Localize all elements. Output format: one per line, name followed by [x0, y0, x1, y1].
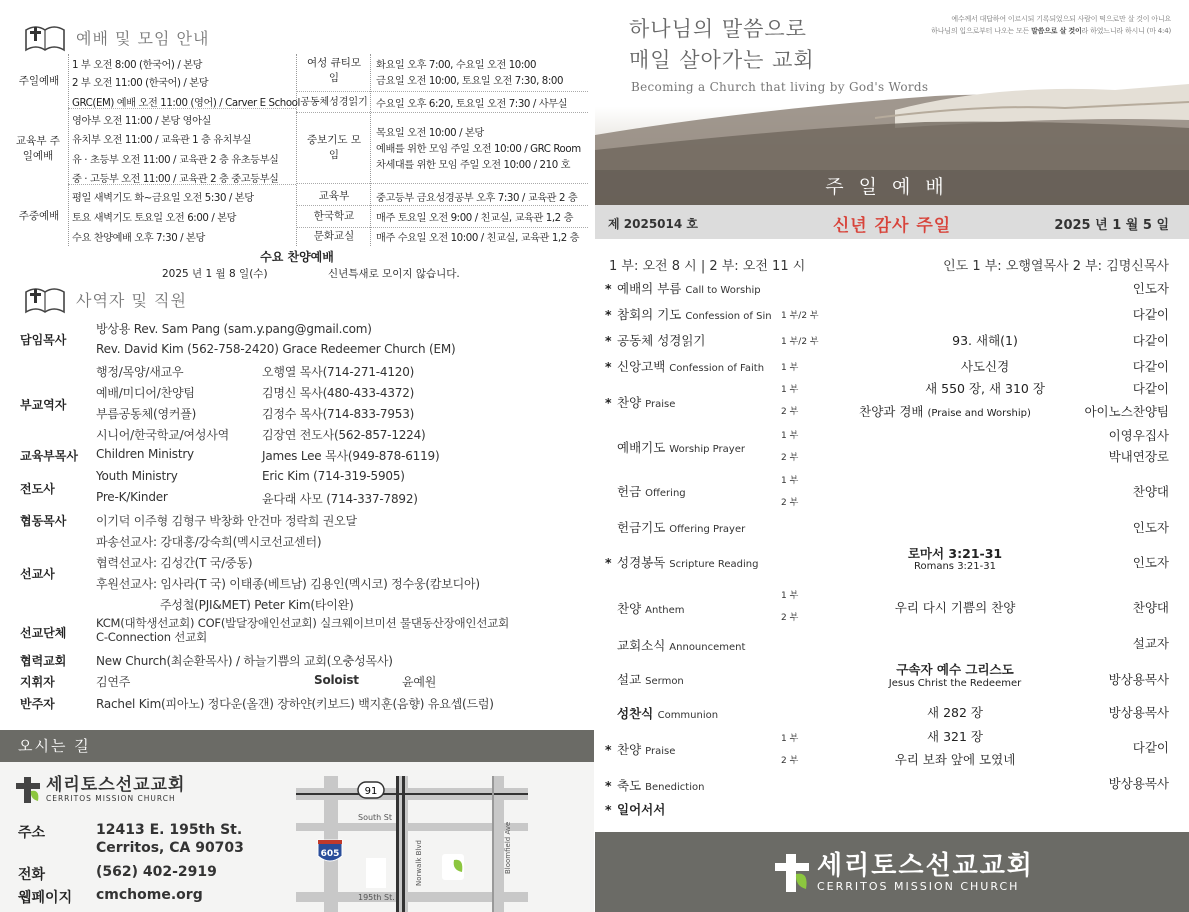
order-sub: 2 부	[781, 756, 799, 766]
service-date: 2025 년 1 월 5 일	[1054, 218, 1169, 233]
church-logo	[16, 776, 185, 804]
sunday-service-1: 1 부 오전 8:00 (한국어) / 본당	[72, 60, 203, 71]
motto-line-1: 하나님의 말씀으로	[629, 17, 807, 41]
edu-name: James Lee 목사(949-878-6119)	[262, 449, 440, 463]
service-times: 1 부: 오전 8 시 | 2 부: 오전 11 시	[609, 259, 806, 274]
order-leader: 인도자	[1132, 520, 1169, 535]
assoc-name: 김정수 목사(714-833-7953)	[262, 407, 415, 421]
order-item: 찬양 Anthem	[617, 601, 685, 616]
edu-service-kinder: 유치부 오전 11:00 / 교육관 1 층 유치부실	[72, 135, 252, 146]
worship-section-title: 예배 및 모임 안내	[76, 28, 210, 48]
sunday-service-2: 2 부 오전 11:00 (한국어) / 본당	[72, 78, 209, 89]
order-item: * 축도 Benediction	[605, 778, 705, 793]
missionary-label: 선교사	[20, 567, 55, 581]
worship-section-header	[22, 22, 209, 52]
order-sub: 2 부	[781, 498, 799, 508]
order-item: * 참회의 기도 Confession of Sin	[605, 307, 772, 322]
order-item: * 성경봉독 Scripture Reading	[605, 555, 759, 570]
motto-english: Becoming a Church that living by God's Words	[631, 80, 929, 94]
order-leader: 방상용목사	[1108, 776, 1169, 791]
order-sub: 1 부	[781, 476, 799, 486]
bible-cross-icon	[22, 22, 68, 52]
church-motto	[629, 14, 815, 76]
order-item: * 찬양 Praise	[605, 742, 676, 757]
wednesday-service-date: 2025 년 1 월 8 일(수)	[162, 268, 268, 280]
footer-korean-name: 세리토스선교교회	[817, 851, 1034, 881]
missionary-line: 파송선교사: 강대홍/강숙희(멕시코선교센터)	[96, 535, 322, 549]
staff-section-header	[22, 284, 187, 314]
address-label: 주소	[18, 825, 46, 841]
edu-service-label: 교육부 주일예배	[16, 135, 60, 162]
order-sub: 2 부	[781, 453, 799, 463]
order-content: 우리 보좌 앞에 모였네	[894, 752, 1016, 767]
accompanists: Rachel Kim(피아노) 정다운(올갠) 장하얀(키보드) 백지훈(음향) 유요셉(드럼)	[96, 697, 494, 711]
soloist-name: 윤예원	[402, 675, 437, 689]
senior-pastor: 방상용 Rev. Sam Pang (sam.y.pang@gmail.com)	[96, 322, 372, 336]
assoc-name: 김장연 전도사(562-857-1224)	[262, 428, 426, 442]
edu-service-elementary: 유 · 초등부 오전 11:00 / 교육관 2 층 유초등부실	[72, 155, 279, 166]
wednesday-praise: 수요 찬양예배 오후 7:30 / 본당	[72, 233, 205, 244]
order-item: 헌금기도 Offering Prayer	[617, 520, 746, 535]
order-leader: 찬양대	[1132, 600, 1169, 615]
order-sub: 2 부	[781, 613, 799, 623]
order-leader: 인도자	[1132, 281, 1169, 296]
order-leader: 방상용목사	[1108, 672, 1169, 687]
order-item: 헌금 Offering	[617, 484, 686, 499]
group-line: 매주 토요일 오전 9:00 / 친교실, 교육관 1,2 층	[376, 213, 574, 224]
bloomfield-label: Bloomfield Ave	[504, 821, 512, 874]
missionary-line: 주성철(PJI&MET) Peter Kim(타이완)	[160, 598, 354, 612]
verse-line-1: 예수께서 대답하여 이르시되 기록되었으되 사람이 떡으로만 살 것이 아니요	[951, 15, 1171, 23]
order-item: 성찬식 Communion	[617, 706, 719, 721]
logo-english-name: CERRITOS MISSION CHURCH	[46, 794, 176, 803]
evang-name: Eric Kim (714-319-5905)	[262, 469, 405, 483]
group-label-culture: 문화교실	[313, 230, 355, 242]
footer-logo	[775, 852, 1034, 894]
edu-pastor-label: 교육부목사	[20, 449, 78, 463]
order-leader: 다같이	[1132, 740, 1169, 755]
service-theme: 신년 감사 주일	[832, 216, 952, 236]
order-item: 설교 Sermon	[617, 672, 684, 687]
issue-number: 제 2025014 호	[608, 217, 698, 231]
edu-service-youth: 중 · 고등부 오전 11:00 / 교육관 2 층 중고등부실	[72, 174, 279, 185]
weekday-service-label: 주중예배	[18, 210, 60, 222]
order-leader: 다같이	[1132, 333, 1169, 348]
group-line: 화요일 오후 7:00, 수요일 오전 10:00	[376, 60, 537, 71]
order-item: * 찬양 Praise	[605, 395, 676, 410]
website-url[interactable]: cmchome.org	[96, 887, 203, 903]
verse-line-2: 하나님의 입으로부터 나오는 모든 말씀으로 살 것이라 하였느니라 하시니 (마 4:4)	[931, 27, 1171, 35]
evang-role: Pre-K/Kinder	[96, 490, 168, 504]
left-page	[0, 0, 594, 912]
evang-name: 윤다래 사모 (714-337-7892)	[262, 492, 418, 506]
coop-pastor-label: 협동목사	[20, 514, 67, 528]
mission-org-line: KCM(대학생선교회) COF(발달장애인선교회) 실크웨이브미션 물댄동산장애인선교회	[96, 616, 510, 630]
order-item: * 공동체 성경읽기	[605, 333, 706, 348]
evang-role: Youth Ministry	[96, 469, 178, 483]
assoc-role: 예배/미디어/찬양팀	[96, 386, 195, 400]
group-label-bible-reading: 공동체성경읽기	[300, 97, 368, 108]
group-label-edu: 교육부	[318, 190, 350, 202]
i605-shield-icon	[318, 840, 342, 861]
service-leaders: 인도 1 부: 오행열목사 2 부: 김명신목사	[943, 259, 1169, 274]
group-line: 중고등부 금요성경공부 오후 7:30 / 교육관 2 층	[376, 193, 578, 204]
church-location-marker	[442, 854, 464, 880]
mission-org-label: 선교단체	[20, 626, 67, 640]
partner-churches: New Church(최순환목사) / 하늘기쁨의 교회(오충성목사)	[96, 654, 393, 668]
group-label-korean-school: 한국학교	[313, 210, 355, 222]
svg-text:605: 605	[320, 849, 340, 859]
hwy-91-badge	[358, 782, 384, 798]
order-sub: 1 부	[781, 591, 799, 601]
logo-korean-name: 세리토스선교교회	[46, 775, 186, 795]
order-content: 새 550 장, 새 310 장	[925, 381, 1045, 396]
order-leader: 다같이	[1132, 359, 1169, 374]
order-leader: 인도자	[1132, 555, 1169, 570]
conductor-name: 김연주	[96, 675, 131, 689]
cross-logo-icon	[16, 777, 40, 803]
sunday-service-em: GRC(EM) 예배 오전 11:00 (영어) / Carver E School	[72, 98, 300, 109]
order-leader: 이영우집사	[1108, 428, 1169, 443]
right-page	[595, 0, 1189, 912]
norwalk-label: Norwalk Blvd	[415, 840, 423, 886]
senior-pastor-label: 담임목사	[20, 333, 67, 347]
order-leader: 찬양대	[1132, 484, 1169, 499]
coop-pastors: 이기덕 이주형 김형구 박창화 안건마 정락희 권오달	[96, 514, 357, 528]
assoc-role: 시니어/한국학교/여성사역	[96, 428, 229, 442]
weekday-dawn-prayer: 평일 새벽기도 화~금요일 오전 5:30 / 본당	[72, 193, 254, 204]
order-leader: 방상용목사	[1108, 705, 1169, 720]
em-pastor: Rev. David Kim (562-758-2420) Grace Redeemer Church (EM)	[96, 342, 456, 356]
order-content: 구속자 예수 그리스도	[896, 662, 1014, 677]
order-sub: 1 부/2 부	[781, 311, 819, 321]
order-content: 93. 새해(1)	[952, 333, 1018, 348]
order-item: 예배기도 Worship Prayer	[617, 440, 745, 455]
associate-label: 부교역자	[20, 398, 67, 412]
group-label-intercession: 중보기도 모임	[306, 134, 362, 161]
order-sub: 1 부	[781, 385, 799, 395]
order-item: * 일어서서	[605, 802, 666, 817]
edu-role: Children Ministry	[96, 447, 194, 461]
phone-label: 전화	[18, 867, 46, 883]
order-leader: 다같이	[1132, 381, 1169, 396]
order-leader: 박내연장로	[1108, 449, 1169, 464]
location-map	[296, 768, 528, 912]
issue-bar	[595, 205, 1189, 239]
bible-cross-icon	[22, 284, 68, 314]
evangelist-label: 전도사	[20, 482, 55, 496]
directions-bar: 오시는 길	[0, 730, 594, 762]
order-item: 교회소식 Announcement	[617, 638, 746, 653]
order-content: Jesus Christ the Redeemer	[888, 678, 1022, 689]
order-leader: 다같이	[1132, 307, 1169, 322]
svg-text:91: 91	[364, 786, 378, 797]
order-leader: 아이노스찬양팀	[1084, 404, 1169, 419]
group-line: 수요일 오후 6:20, 토요일 오전 7:30 / 사무실	[376, 99, 568, 110]
group-line: 목요일 오전 10:00 / 본당	[376, 128, 484, 139]
order-sub: 1 부	[781, 734, 799, 744]
mission-org-line: C-Connection 선교회	[96, 630, 208, 644]
group-line: 매주 수요일 오전 10:00 / 친교실, 교육관 1,2 층	[376, 233, 580, 244]
website-label: 웹페이지	[18, 890, 73, 906]
hero-banner	[595, 0, 1189, 205]
sunday-service-label: 주일예배	[18, 75, 60, 87]
scripture-verse	[931, 13, 1171, 37]
order-sub: 1 부	[781, 431, 799, 441]
staff-section-title: 사역자 및 직원	[76, 290, 187, 310]
order-content: 로마서 3:21-31	[907, 546, 1003, 561]
order-leader: 설교자	[1132, 636, 1169, 651]
edu-service-infant: 영아부 오전 11:00 / 본당 영아실	[72, 116, 211, 127]
group-line: 금요일 오전 10:00, 토요일 오전 7:30, 8:00	[376, 76, 564, 87]
order-sub: 2 부	[781, 407, 799, 417]
wednesday-service-title: 수요 찬양예배	[260, 250, 334, 264]
motto-line-2: 매일 살아가는 교회	[629, 48, 815, 72]
footer-english-name: CERRITOS MISSION CHURCH	[817, 880, 1020, 893]
order-item: * 예배의 부름 Call to Worship	[605, 281, 761, 296]
conductor-label: 지휘자	[20, 675, 55, 689]
assoc-name: 오행열 목사(714-271-4120)	[262, 365, 415, 379]
order-sub: 1 부	[781, 363, 799, 373]
phone-number: (562) 402-2919	[96, 864, 217, 880]
soloist-label: Soloist	[314, 673, 359, 687]
missionary-line: 협력선교사: 김성간(T 국/중동)	[96, 556, 253, 570]
missionary-line: 후원선교사: 임사라(T 국) 이태종(베트남) 김용인(멕시코) 정수웅(캄보디아)	[96, 577, 480, 591]
wednesday-service-note: 신년특새로 모이지 않습니다.	[328, 268, 460, 280]
cross-logo-icon	[775, 854, 809, 892]
sunday-service-banner: 주일예배	[825, 176, 959, 198]
accompanist-label: 반주자	[20, 697, 55, 711]
assoc-role: 행정/목양/새교우	[96, 365, 184, 379]
assoc-name: 김명신 목사(480-433-4372)	[262, 386, 415, 400]
order-content: 새 321 장	[927, 729, 983, 744]
order-content: 사도신경	[960, 359, 1010, 374]
order-content: 새 282 장	[927, 705, 983, 720]
order-item: * 신앙고백 Confession of Faith	[605, 359, 765, 374]
group-line: 예배를 위한 모임 주일 오전 10:00 / GRC Room	[376, 144, 581, 155]
order-content: 우리 다시 기쁨의 찬양	[894, 600, 1016, 615]
assoc-role: 부름공동체(영커플)	[96, 407, 197, 421]
address-line-1: 12413 E. 195th St.	[96, 822, 243, 838]
order-content: Romans 3:21-31	[913, 561, 996, 572]
south-st-label: South St	[358, 813, 393, 822]
order-content: 찬양과 경배 (Praise and Worship)	[859, 404, 1031, 419]
address-line-2: Cerritos, CA 90703	[96, 840, 244, 856]
group-line: 차세대를 위한 모임 주일 오전 10:00 / 210 호	[376, 160, 571, 171]
order-sub: 1 부/2 부	[781, 337, 819, 347]
partner-church-label: 협력교회	[20, 654, 67, 668]
saturday-dawn-prayer: 토요 새벽기도 토요일 오전 6:00 / 본당	[72, 213, 237, 224]
195th-st-label: 195th St.	[358, 893, 395, 902]
group-label-women-qt: 여성 큐티모임	[306, 57, 362, 84]
